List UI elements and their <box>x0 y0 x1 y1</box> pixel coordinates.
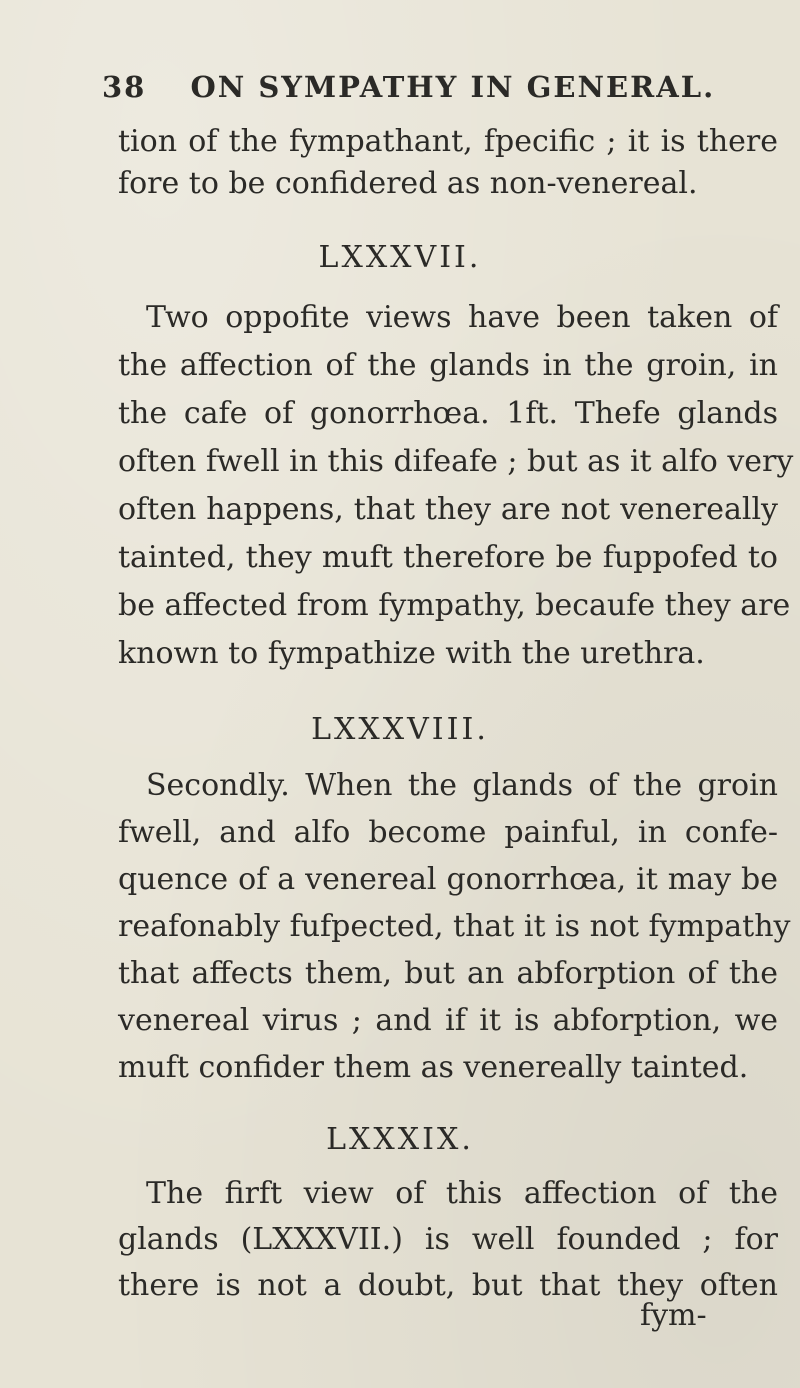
text-line: fwell, and alfo become painful, in confe- <box>118 815 778 850</box>
text-line: the cafe of gonorrhœa. 1ft. Thefe glands <box>118 396 778 431</box>
text-line: muft confider them as venereally tainted. <box>118 1050 749 1085</box>
section-heading: LXXXVIII. <box>311 712 489 747</box>
paragraph-first-line: Secondly. When the glands of the groin <box>146 768 778 803</box>
paragraph-first-line: Two oppofite views have been taken of <box>146 300 778 335</box>
text-line: tion of the fympathant, fpecific ; it is there <box>118 124 778 159</box>
text-line: quence of a venereal gonorrhœa, it may be <box>118 862 778 897</box>
text-line: there is not a doubt, but that they often <box>118 1268 778 1303</box>
text-line: glands (LXXXVII.) is well founded ; for <box>118 1222 778 1257</box>
text-line: tainted, they muft therefore be fuppofed to <box>118 540 778 575</box>
running-header <box>102 70 715 104</box>
text-line: the affection of the glands in the groin, in <box>118 348 778 383</box>
paragraph-first-line: The firft view of this affection of the <box>146 1176 778 1211</box>
text-line: that affects them, but an abforption of the <box>118 956 778 991</box>
text-line: be affected from fympathy, becaufe they are <box>118 588 791 623</box>
section-heading: LXXXVII. <box>318 240 482 275</box>
running-title: ON SYMPATHY IN GENERAL. <box>190 70 716 104</box>
text-line: often fwell in this difeafe ; but as it alfo very <box>118 444 794 479</box>
text-line: often happens, that they are not venereally <box>118 492 778 527</box>
page-number: 38 <box>102 70 147 104</box>
text-line: venereal virus ; and if it is abforption, we <box>118 1003 778 1038</box>
section-heading: LXXXIX. <box>326 1122 474 1157</box>
catchword: fym- <box>640 1298 707 1333</box>
text-line: reafonably fufpected, that it is not fympathy <box>118 909 791 944</box>
text-line: known to fympathize with the urethra. <box>118 636 705 671</box>
text-line: fore to be confidered as non-venereal. <box>118 166 698 201</box>
